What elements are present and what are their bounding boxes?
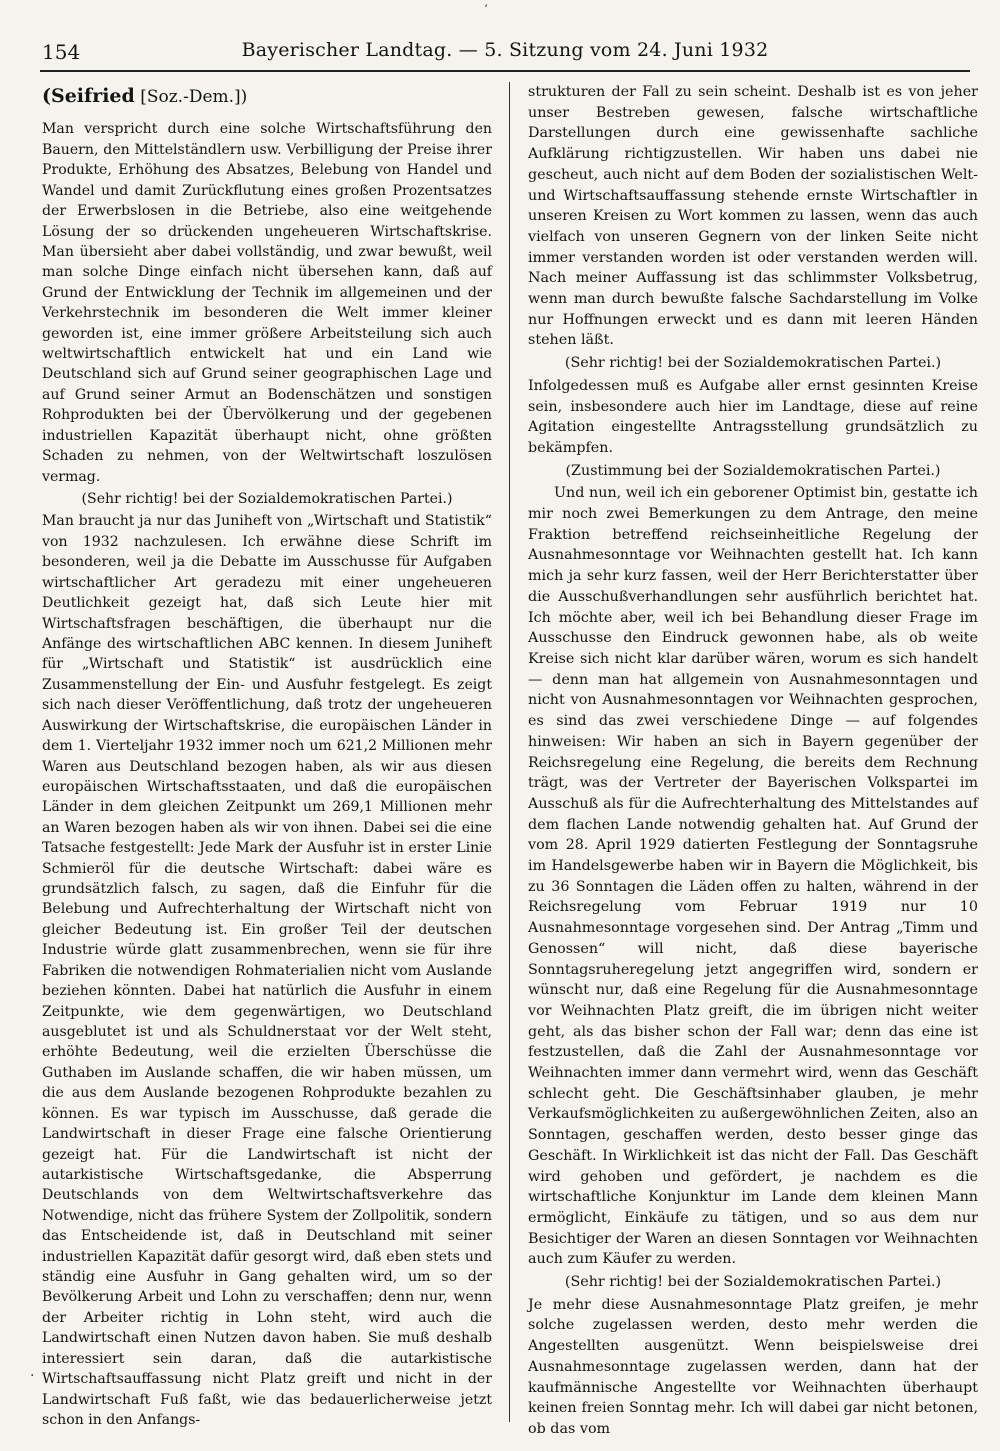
column-divider [509,82,510,1422]
paragraph: Man braucht ja nur das Juniheft von „Wirtschaft und Statistik“ von 1932 nachzulesen. Ich erwähne diese Schrift im besonderen, weil ja die Debatte im Ausschusse für Aufgaben wirtschaftlicher Art geradezu mit einer ungeheueren Deutlichkeit gezeigt hat, daß sich Leute hier mit Wirtschaftsfragen beschäftigen, die überhaupt nur die Anfänge des wirtschaftlichen ABC kennen. In diesem Juniheft für „Wirtschaft und Statistik“ ist ausdrücklich eine Zusammenstellung der Ein- und Ausfuhr festgelegt. Es zeigt sich nach dieser Veröffentlichung, daß trotz der ungeheueren Auswirkung der Wirtschaftskrise, die europäischen Länder in dem 1. Vierteljahr 1932 immer noch um 621,2 Millionen mehr Waren aus Deutschland bezogen haben, als wir aus diesen europäischen Wirtschaftsstaaten, und daß die europäischen Länder in dem gleichen Zeitpunkt um 269,1 Millionen mehr an Waren bezogen haben als wir von ihnen. Dabei sei die eine Tatsache festgestellt: Jede Mark der Ausfuhr ist in erster Linie Schmieröl für die deutsche Wirtschaft: dabei wäre es grundsätzlich falsch, zu sagen, daß die Einfuhr für die Belebung und Aufrechterhaltung der Wirtschaft nicht von gleicher Bedeutung ist. Ein großer Teil der deutschen Industrie würde glatt zusammenbrechen, wenn sie für ihre Fabriken die notwendigen Rohmaterialien nicht vom Auslande beziehen könnten. Dabei hat natürlich die Ausfuhr in einem Zeitpunkte, wie dem gegenwärtigen, wo Deutschland ausgeblutet ist und als Schuldnerstaat vor der Welt steht, erhöhte Bedeutung, weil die erzielten Überschüsse die Guthaben im Auslande schaffen, die wir haben müssen, um die aus dem Auslande bezogenen Rohprodukte bezahlen zu können. Es war typisch im Ausschusse, daß gerade die Landwirtschaft in dieser Frage eine falsche Orientierung gezeigt hat. Für die Landwirtschaft ist nicht der autarkistische Wirtschaftsgedanke, die Absperrung Deutschlands von dem Weltwirtschaftsverkehre das Notwendige, nicht das frühere System der Zollpolitik, sondern das Entscheidende ist, daß in Deutschland mit seiner industriellen Kapazität dafür gesorgt wird, daß eben stets und ständig eine Ausfuhr in Gang gehalten wird, um so der Bevölkerung Arbeit und Lohn zu verschaffen; denn nur, wenn der Arbeiter richtig in Lohn steht, wird auch die Landwirtschaft einen Nutzen davon haben. Sie muß deshalb interessiert sein daran, daß die autarkistische Wirtschaftsauffassung nicht Platz greift und nicht in der Landwirtschaft Fuß faßt, wie das bedauerlicherweise jetzt schon in den Anfangs- [42,513,492,1428]
running-title: Bayerischer Landtag. — 5. Sitzung vom 24. Juni 1932 [241,39,769,61]
margin-mark: · [30,1368,35,1384]
interjection: (Sehr richtig! bei der Sozialdemokratischen Partei.) [564,1274,942,1291]
paragraph: Je mehr diese Ausnahmesonntage Platz greifen, je mehr solche zugelassen werden, desto mehr werden die Angestellten ausgenützt. Wenn beispielsweise drei Ausnahmesonntage zugelassen werden, dann hat der kaufmännische Angestellte vor Weihnachten überhaupt keinen freien Sonntag mehr. Ich will dabei gar nicht betonen, ob das vom [528,1296,978,1437]
page-number: 154 [42,40,81,64]
right-column [528,82,978,1440]
paragraph: strukturen der Fall zu sein scheint. Deshalb ist es von jeher unser Bestreben gewesen, falsche wirtschaftliche Darstellungen durch eine gewissenhafte sachliche Aufklärung richtigzustellen. Wir haben uns dabei nie gescheut, auch nicht auf dem Boden der sozialistischen Welt- und Wirtschaftsauffassung stehende ernste Wirtschaftler in unseren Kreisen zu Wort kommen zu lassen, wenn das auch vielfach von unseren Gegnern von der linken Seite nicht immer verstanden worden ist oder verstanden werden will. Nach meiner Auffassung ist das schlimmster Volksbetrug, wenn man durch bewußte falsche Sachdarstellung im Volke nur Hoffnungen erweckt und es dann mit leeren Händen stehen läßt. [528,84,978,349]
speaker-party: [Soz.-Dem.]) [134,87,248,107]
speaker-heading [42,86,492,107]
paragraph: Und nun, weil ich ein geborener Optimist bin, gestatte ich mir noch zwei Bemerkungen zu dem Antrage, den meine Fraktion betreffend reichseinheitliche Regelung der Ausnahmesonntage vor Weihnachten gestellt hat. Ich kann mich ja sehr kurz fassen, weil der Herr Berichterstatter über die Ausschußverhandlungen sehr ausführlich berichtet hat. Ich möchte aber, weil ich bei Behandlung dieser Frage im Ausschusse den Eindruck gewonnen habe, als ob weite Kreise sich nicht klar darüber wären, worum es sich handelt — denn man hat allgemein von Ausnahmesonntagen und nicht von Ausnahmesonntagen vor Weihnachten gesprochen, es sind das zwei verschiedene Dinge — auf folgendes hinweisen: Wir haben an sich in Bayern gegenüber der Reichsregelung eine Regelung, die bereits dem Rechnung trägt, was der Vertreter der Bayerischen Volkspartei im Ausschuß als für die Aufrechterhaltung des Mittelstandes auf dem flachen Lande notwendig gehalten hat. Auf Grund der vom 28. April 1929 datierten Festlegung der Sonntagsruhe im Handelsgewerbe haben wir in Bayern die Möglichkeit, bis zu 36 Sonntagen die Läden offen zu halten, während in der Reichsregelung vom Februar 1919 nur 10 Ausnahmesonntage vorgesehen sind. Der Antrag „Timm und Genossen“ will nicht, daß diese bayerische Sonntagsruheregelung jetzt angegriffen wird, sondern er wünscht nur, daß eine Regelung für die Ausnahmesonntage vor Weihnachten Platz greift, die im übrigen nicht weiter geht, als das bisher schon der Fall war; denn das eine ist festzustellen, daß die Zahl der Ausnahmesonntage vor Weihnachten immer dann vermehrt wird, wenn das Geschäft schlecht geht. Die Geschäftsinhaber glauben, je mehr Verkaufsmöglichkeiten zu außergewöhnlichen Zeiten, also an Sonntagen, geschaffen werden, desto besser ginge das Geschäft. In Wirklichkeit ist das nicht der Fall. Das Geschäft wird gehoben und gefördert, je nachdem es die wirtschaftliche Konjunktur im Lande dem kleinen Mann ermöglicht, Einkäufe zu tätigen, und so aus dem nur Besichtiger der Waren an diesen Sonntagen vor Weihnachten auch zum Käufer zu werden. [528,485,978,1268]
left-column [42,82,492,1430]
interjection: (Sehr richtig! bei der Sozialdemokratischen Partei.) [564,355,942,372]
interjection: (Zustimmung bei der Sozialdemokratischen Partei.) [565,462,941,479]
paragraph: Man verspricht durch eine solche Wirtschaftsführung den Bauern, den Mittelständlern usw. Verbilligung der Preise ihrer Produkte, Erhöhung des Absatzes, Belebung von Handel und Wandel und damit Zurückflutung eines großen Prozentsatzes der Erwerbslosen in die Betriebe, also eine weitgehende Lösung der so drückenden ungeheueren Wirtschaftskrise. Man übersieht aber dabei vollständig, und zwar bewußt, weil man solche Dinge einfach nicht übersehen kann, daß auf Grund der Entwicklung der Technik im allgemeinen und der Verkehrstechnik im besonderen die Welt immer kleiner geworden ist, eine immer größere Arbeitsteilung sich auch weltwirtschaftlich entwickelt hat und ein Land wie Deutschland sich auf Grund seiner geographischen Lage und auf Grund seiner Armut an Bodenschätzen und sonstigen Rohprodukten bei der Übervölkerung und der gegebenen industriellen Kapazität überhaupt nicht, ohne größten Schaden zu nehmen, von der Weltwirtschaft loszulösen vermag. [42,121,492,485]
paragraph: Infolgedessen muß es Aufgabe aller ernst gesinnten Kreise sein, insbesondere auch hier im Landtage, diese auf reine Agitation eingestellte Antragsstellung grundsätzlich zu bekämpfen. [528,377,978,456]
speaker-name: (Seifried [42,85,135,107]
page-header [40,36,970,72]
interjection: (Sehr richtig! bei der Sozialdemokratischen Partei.) [81,491,453,508]
top-mark: ‘ [484,2,488,16]
